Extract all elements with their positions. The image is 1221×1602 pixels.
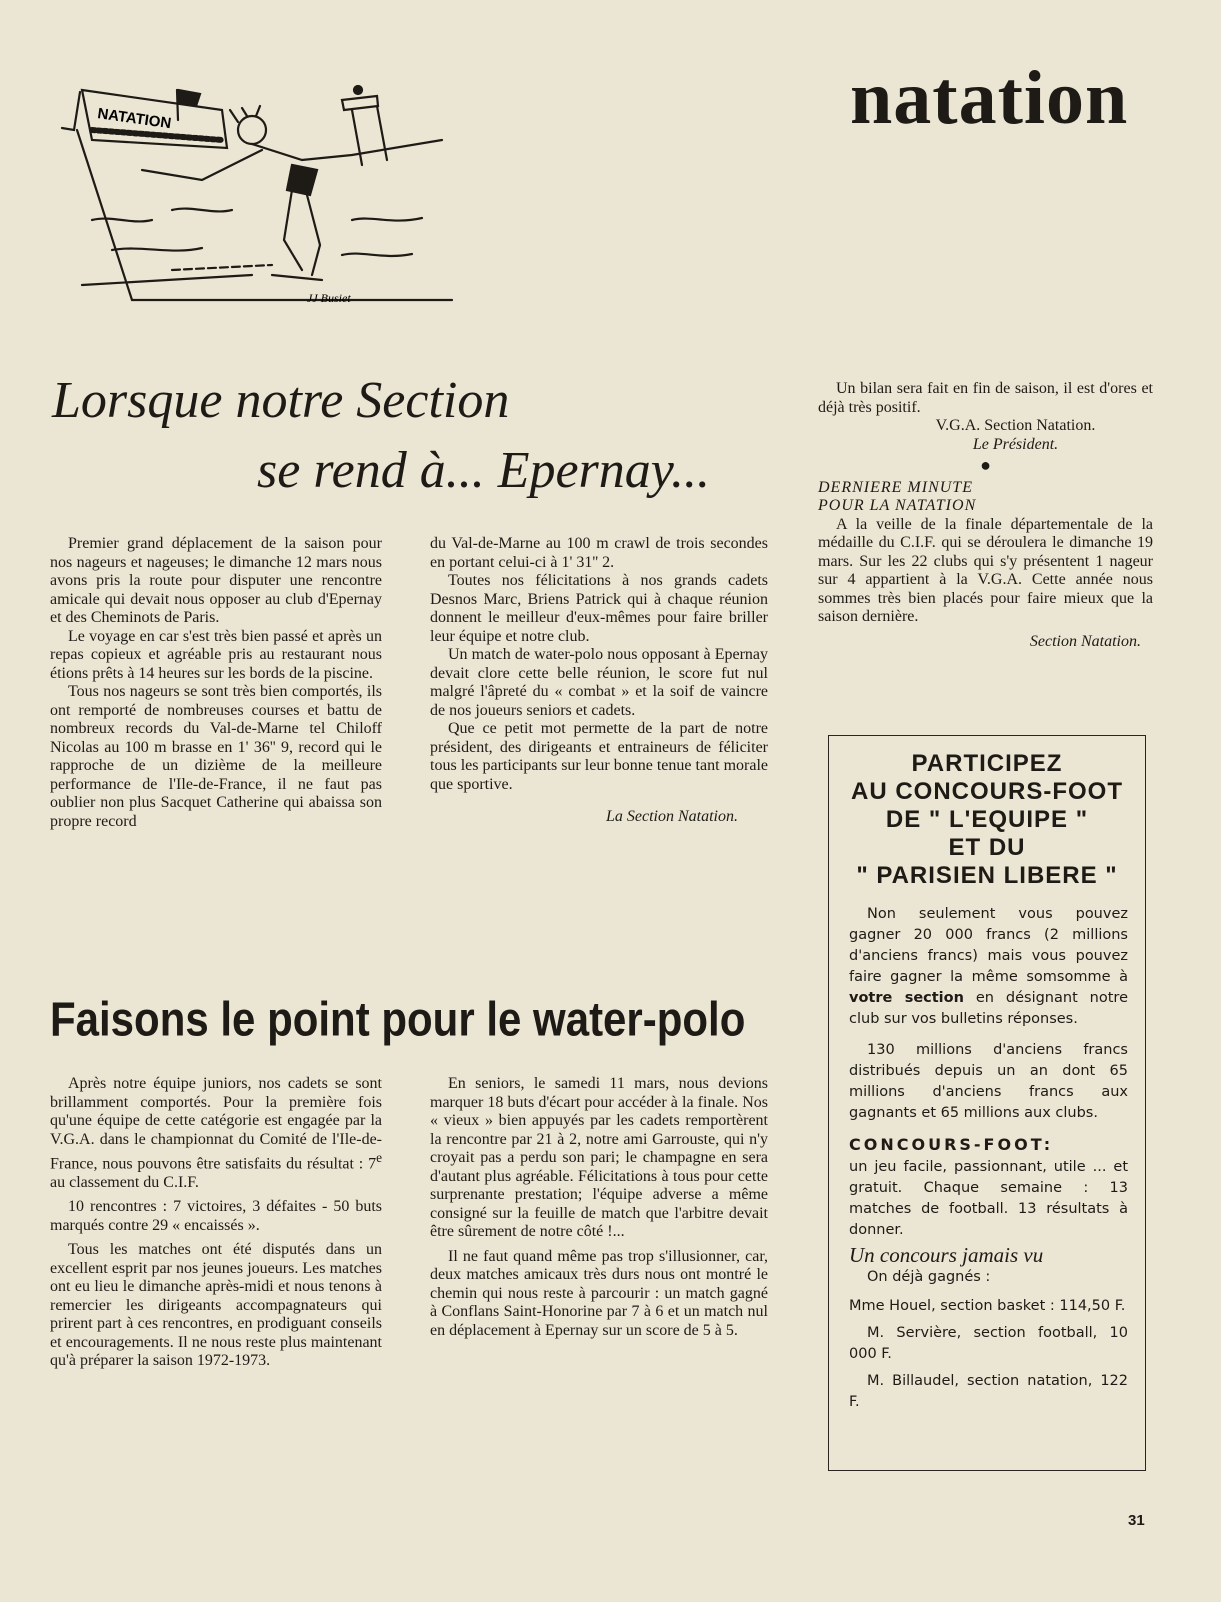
article2-paragraph [50,1075,382,1192]
ad-paragraph: un jeu facile, passionnant, utile ... et gratuit. Chaque semaine : 13 matches de football. 13 résultats à donner. [849,1159,1128,1238]
article1-paragraph-continued: du Val-de-Marne au 100 m crawl de trois secondes en portant celui-ci à 1' 31'' 2. [430,535,768,571]
bilan-paragraph: Un bilan sera fait en fin de saison, il est d'ores et déjà très positif. [818,380,1153,416]
article1-paragraph: Premier grand déplacement de la saison pour nos nageurs et nageuses; le dimanche 12 mars nous avons pris la route pour disputer une rencontre amicale qui devait nous opposer au club d'Epernay et des Cheminots de Paris. [50,535,382,626]
article2-column2 [430,1075,768,1340]
ad-heading-line: AU CONCOURS-FOOT [851,778,1123,805]
ad-paragraph: 130 millions d'anciens francs distribués depuis un an dont 65 millions d'anciens francs aux gagnants et 65 millions aux clubs. [849,1042,1128,1121]
ad-heading-line: PARTICIPEZ [911,750,1063,777]
derniere-minute-heading-1: DERNIERE MINUTE [818,478,973,496]
article1-signature: La Section Natation. [606,808,738,825]
article2-p1-text: Après notre équipe juniors, nos cadets se sont brillamment comportés. Pour la première fois qu'une équipe de cette catégorie est engagée par la V.G.A. dans le championnat du Comité de l'Ile-de-France, nous pouvons être satisfaits du résultat : 7 [50,1075,382,1173]
article1-headline-line1: Lorsque notre Section [52,372,510,429]
article1-column2 [430,535,768,827]
article2-column1 [50,1075,382,1371]
article2-paragraph: Tous les matches ont été disputés dans un excellent esprit par nos jeunes joueurs. Les matches ont eu lieu le dimanche après-midi et nous tenons à remercier les dirigeants accompagnateurs qui prirent part à ces rencontres, en prodiguant conseils et encouragements. Il ne nous reste plus maintenant qu'à préparer la saison 1972-1973. [50,1241,382,1370]
article2-headline: Faisons le point pour le water-polo [50,991,746,1046]
ad-heading-line: DE " L'EQUIPE " [885,806,1089,833]
bullet-separator: ● [980,455,991,475]
illustration-sign-text: NATATION [96,105,173,133]
derniere-minute-signature: Section Natation. [1029,632,1141,650]
page-number: 31 [1128,1512,1145,1529]
article1-paragraph: Que ce petit mot permette de la part de notre président, des dirigeants et entraineurs de féliciter tous les participants sur leur bonne tenue tant morale que sportive. [430,720,768,793]
ad-heading-line: ET DU [948,834,1026,861]
ad-concours-title: CONCOURS-FOOT: [849,1135,1054,1154]
article1-headline-line2: se rend à... Epernay... [257,442,710,499]
article1-paragraph: Tous nos nageurs se sont très bien comportés, ils ont remporté de nombreuses courses et battu de nombreux records du Val-de-Marne tel Chiloff Nicolas au 100 m brasse en 1' 36'' 9, record qui le rapproche de un dizième de la meilleure performance de l'Ile-de-France, il ne faut pas oublier non plus Sacquet Catherine qui abaissa son propre record [50,683,382,830]
ad-heading-line: " PARISIEN LIBERE " [856,862,1118,889]
ad-winner: Mme Houel, section basket : 114,50 F. [849,1298,1126,1314]
article2-paragraph: 10 rencontres : 7 victoires, 3 défaites - 50 buts marqués contre 29 « encaissés ». [50,1198,382,1234]
ad-paragraph [849,904,1128,1030]
concours-foot-ad [828,735,1146,1471]
ad-p1-bold: votre section [849,990,964,1006]
ad-p1-text: Non seulement vous pouvez gagner 20 000 francs (2 millions d'anciens francs) mais vous pouvez faire gagner la même somsomme à [849,906,1128,985]
swimmer-drawing [52,70,462,320]
ad-p1-text-end: en désignant notre club sur vos bulletins réponses. [849,990,1128,1027]
ad-heading [829,750,1145,890]
ad-winners-intro: On déjà gagnés : [867,1269,991,1285]
ad-body [829,904,1145,1413]
article1-paragraph: Un match de water-polo nous opposant à Epernay devait clore cette belle réunion, le score fut nul malgré l'âpreté du « combat » et la soif de vaincre de nos joueurs seniors et cadets. [430,646,768,719]
ad-concours-heading [849,1134,1128,1157]
president-signature: Le Président. [972,435,1059,453]
article2-p1-text-end: au classement du C.I.F. [50,1173,199,1191]
section-title: natation [850,56,1129,140]
article2-paragraph: En seniors, le samedi 11 mars, nous devions marquer 18 buts d'écart pour accéder à la finale. Nos « vieux » bien appuyés par les cadets remportèrent la rencontre par 21 à 2, notre ami Garrouste, qui n'y croyait pas a perdu son pari; le champagne en sera d'autant plus agréable. Félicitations à tous pour cette surprenante prestation; l'équipe adverse a même consigné sur la feuille de match que l'arbitre devait être sûrement de notre côté !... [430,1075,768,1240]
article1-paragraph: Le voyage en car s'est très bien passé et après un repas copieux et agréable pris au restaurant nous étions prêts à 14 heures sur les bords de la piscine. [50,627,382,682]
ad-slogan: Un concours jamais vu [849,1243,1044,1267]
article1-paragraph: Toutes nos félicitations à nos grands cadets Desnos Marc, Briens Patrick qui à chaque réunion donnent le meilleur d'eux-mêmes pour faire briller leur équipe et notre club. [430,572,768,645]
vga-signature: V.G.A. Section Natation. [935,417,1096,434]
derniere-minute-heading-2: POUR LA NATATION [818,497,977,514]
ad-winner: M. Servière, section football, 10 000 F. [849,1325,1128,1362]
artist-signature: JJ Busiet [307,291,351,305]
swimmer-illustration [52,70,462,320]
derniere-minute-text: A la veille de la finale départementale de la médaille du C.I.F. qui se déroulera le dimanche 19 mars. Sur les 22 clubs qui s'y présentent 1 nageur sur 4 appartient à la V.G.A. Cette année nous sommes très bien placés pour faire mieux que la saison dernière. [818,515,1153,625]
article1-column1 [50,535,382,831]
article2-p1-superscript: e [376,1150,382,1165]
column3 [818,380,1153,651]
article2-paragraph: Il ne faut quand même pas trop s'illusionner, car, deux matches amicaux très durs nous ont montré le chemin qui nous reste à parcourir : un match gagné à Conflans Saint-Honorine par 7 à 6 et un match nul en déplacement à Epernay sur un score de 5 à 5. [430,1247,768,1339]
ad-winner: M. Billaudel, section natation, 122 F. [849,1373,1128,1410]
